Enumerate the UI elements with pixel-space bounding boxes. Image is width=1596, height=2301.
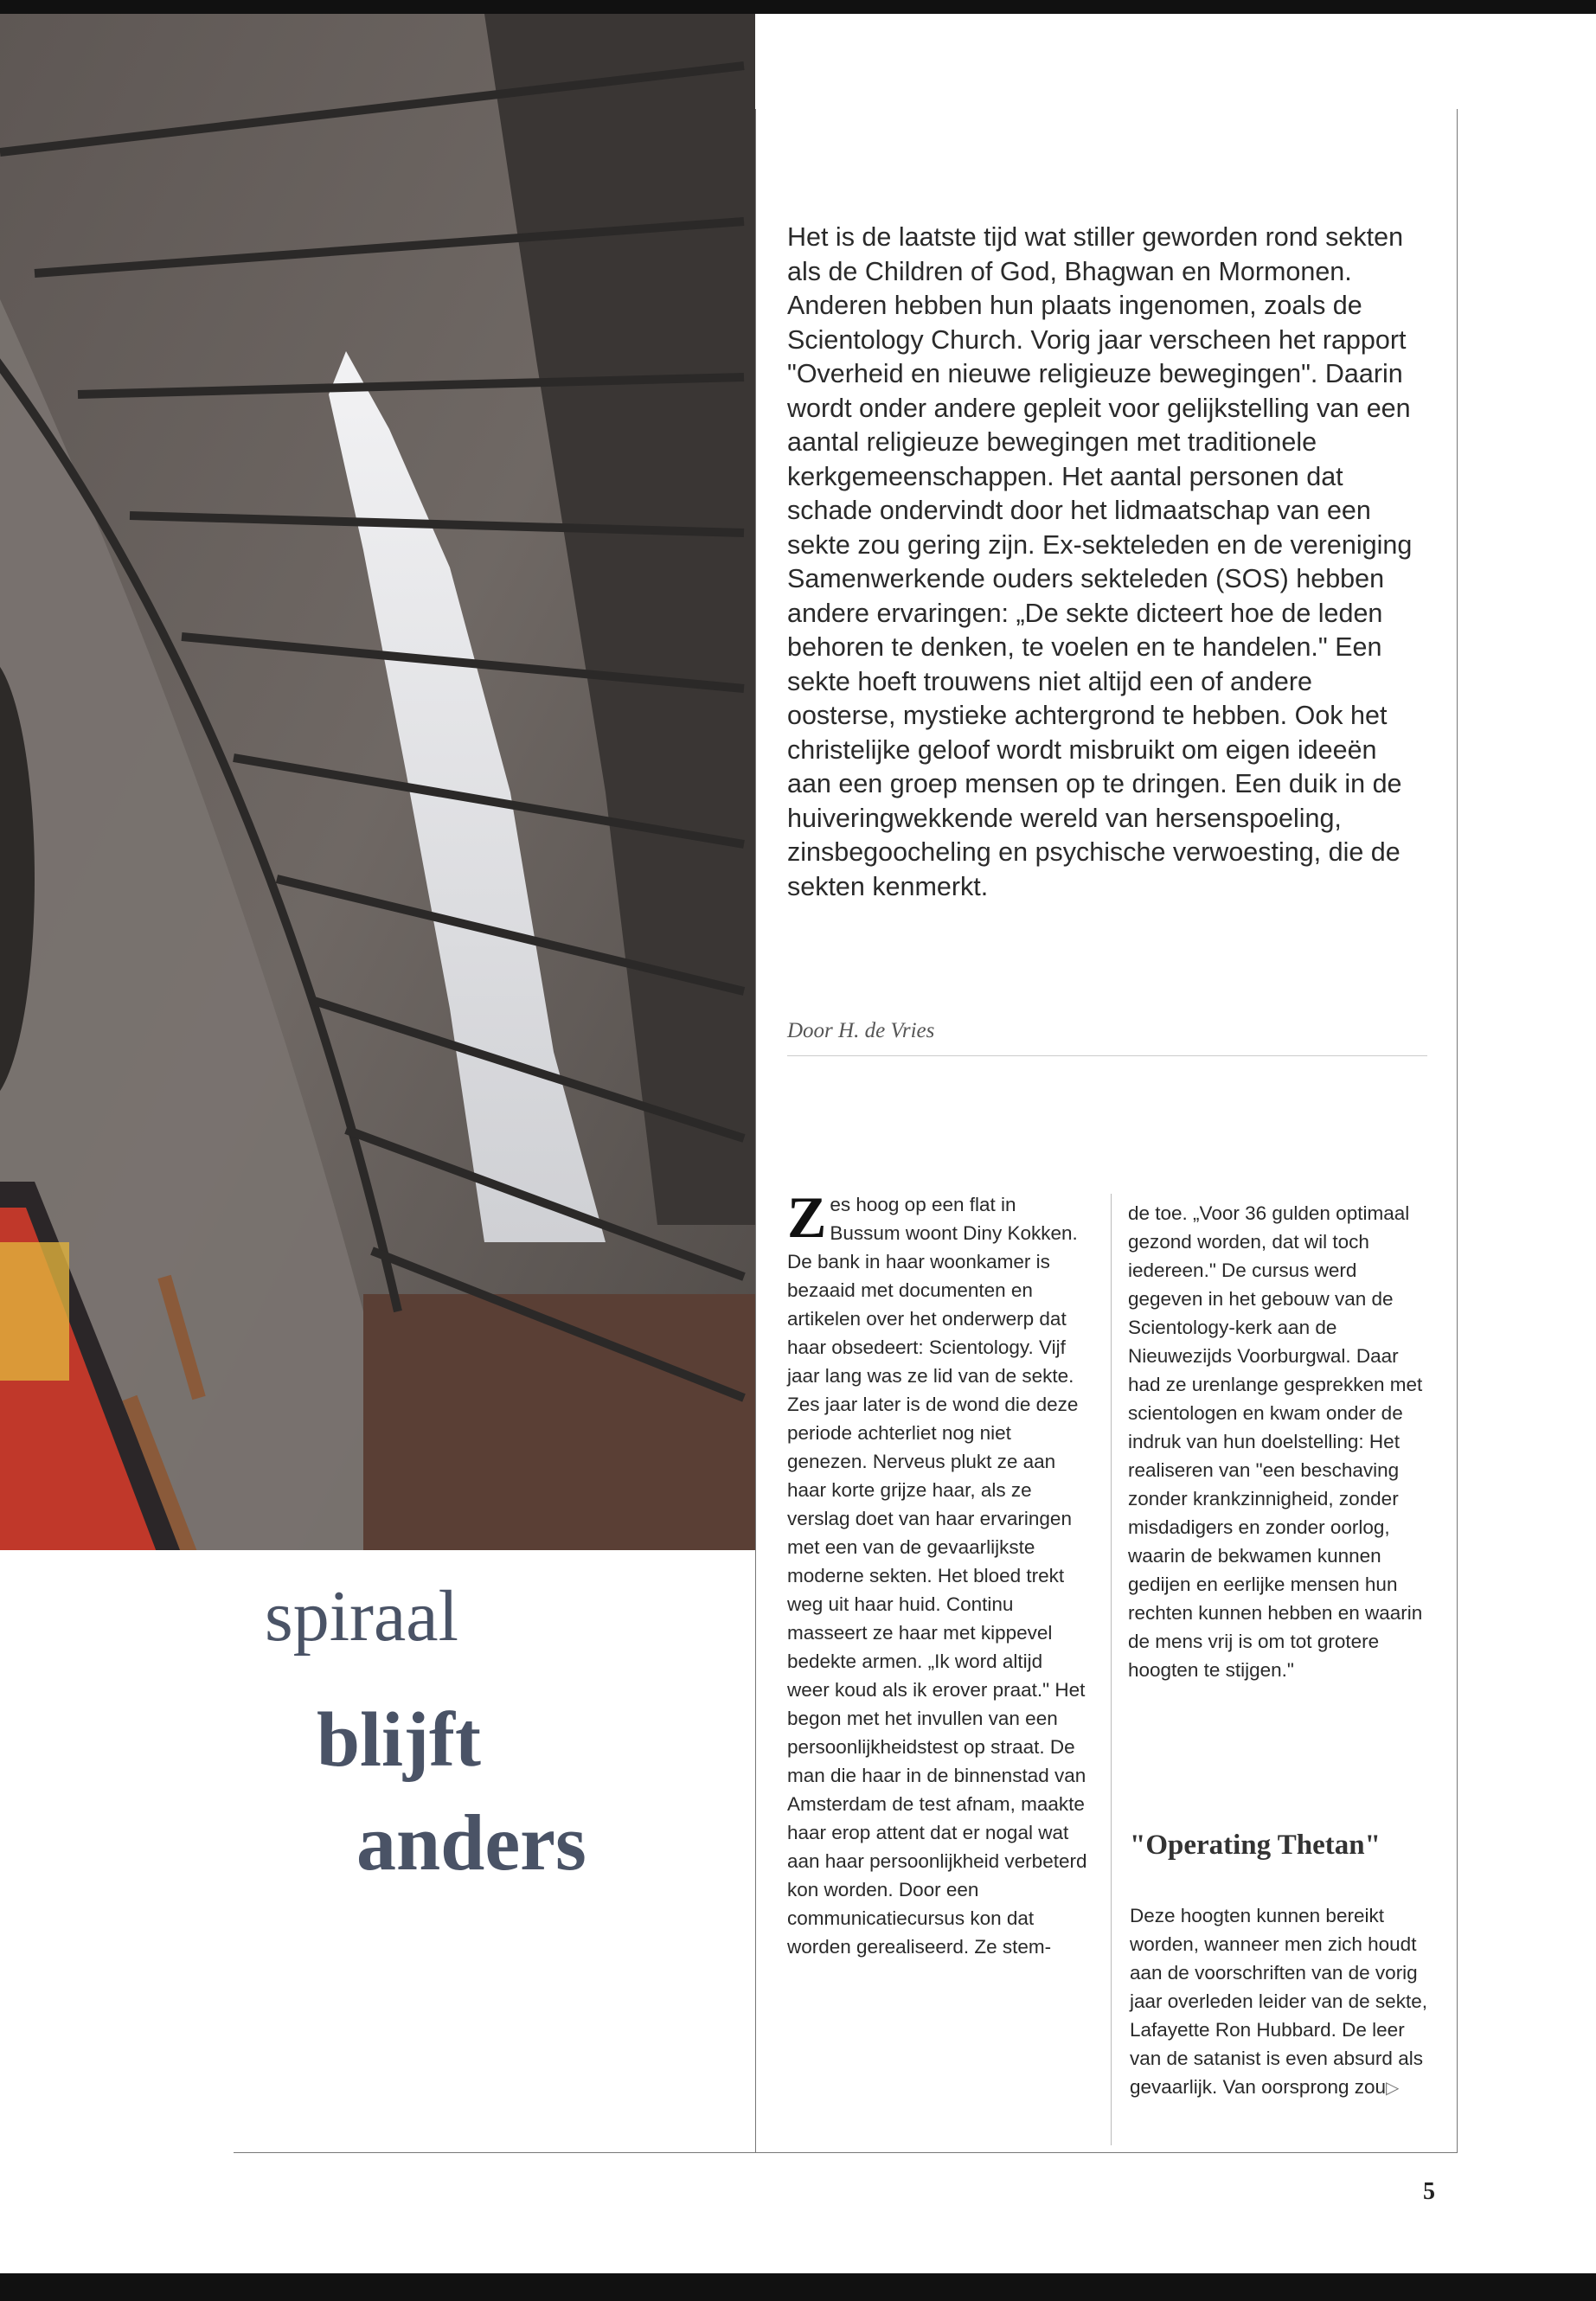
subheading: "Operating Thetan": [1130, 1830, 1381, 1861]
article-column-2: de toe. „Voor 36 gulden optimaal gezond worden, dat wil toch iedereen." De cursus werd gegeven in het gebouw van de Scientology-kerk aan de Nieuwezijds Voorburgwal. Daar had ze urenlange gesprekken met scientologen en kwam onder de indruk van hun doelstelling: Het realiseren van "een beschaving zonder krankzinnigheid, zonder misdadigers en zonder oorlog, waarin de bekwamen kunnen gedijen en eerlijke mensen hun rechten kunnen hebben en waarin de mens vrij is om tot grotere hoogten te stijgen.": [1128, 1202, 1423, 1681]
drop-cap: Z: [787, 1184, 827, 1250]
article-column-1: [787, 1184, 1090, 1961]
bottom-border: [0, 2273, 1596, 2301]
intro-divider: [787, 1055, 1427, 1056]
bottom-rule: [234, 2152, 1458, 2153]
byline: Door H. de Vries: [787, 1019, 935, 1042]
article-column-3: [1130, 1901, 1434, 2103]
intro-paragraph: Het is de laatste tijd wat stiller geworden rond sekten als de Children of God, Bhagwan en Mormonen. Anderen hebben hun plaats ingenomen, zoals de Scientology Church. Vorig jaar verscheen het rapport "Overheid en nieuwe religieuze bewegingen". Daarin wordt onder andere gepleit voor gelijkstelling van een aantal religieuze bewegingen met traditionele kerkgemeenschappen. Het aantal personen dat schade ondervindt door het lidmaatschap van een sekte zou gering zijn. Ex-sekteleden en de vereniging Samenwerkende ouders sekteleden (SOS) hebben andere ervaringen: „De sekte dicteert hoe de leden behoren te denken, te voelen en te handelen." Een sekte hoeft trouwens niet altijd een of andere oosterse, mystieke achtergrond te hebben. Ook het christelijke geloof wordt misbruikt om eigen ideeën aan een groep mensen op te dringen. Een duik in de huiveringwekkende wereld van hersenspoeling, zinsbegoocheling en psychische verwoesting, die de sekten kenmerkt.: [787, 222, 1413, 901]
title-line-2: blijft: [317, 1697, 481, 1783]
top-border: [0, 0, 1596, 14]
title-line-1: spiraal: [265, 1576, 458, 1657]
column-3-text: Deze hoogten kunnen bereikt worden, wanneer men zich houdt aan de voorschriften van de vorig jaar overleden leider van de sekte, Lafayette Ron Hubbard. De leer van de satanist is even absurd als gevaarlijk. Van oorsprong zou: [1130, 1905, 1427, 2098]
continue-arrow-icon: ▷: [1386, 2079, 1400, 2098]
column-1-text: es hoog op een flat in Bussum woont Diny Kokken. De bank in haar woonkamer is bezaaid met documenten en artikelen over het onderwerp dat haar obsedeert: Scientology. Vijf jaar lang was ze lid van de sekte. Zes jaar later is de wond die deze periode achterliet nog niet genezen. Nerveus plukt ze aan haar korte grijze haar, als ze verslag doet van haar ervaringen met een van de gevaarlijkste moderne sekten. Het bloed trekt weg uit haar huid. Continu masseert ze haar met kippevel bedekte armen. „Ik word altijd weer koud als ik erover praat." Het begon met het invullen van een persoonlijkheidstest op straat. De man die haar in de binnenstad van Amsterdam de test afnam, maakte haar erop attent dat er nogal wat aan haar persoonlijkheid verbeterd kon worden. Door een communicatiecursus kon dat worden gerealiseerd. Ze stem-: [787, 1194, 1087, 1958]
column-divider: [1111, 1194, 1112, 2145]
page-number: 5: [1423, 2178, 1435, 2205]
stairwell-photo: [0, 14, 755, 1550]
title-line-3: anders: [356, 1798, 586, 1887]
